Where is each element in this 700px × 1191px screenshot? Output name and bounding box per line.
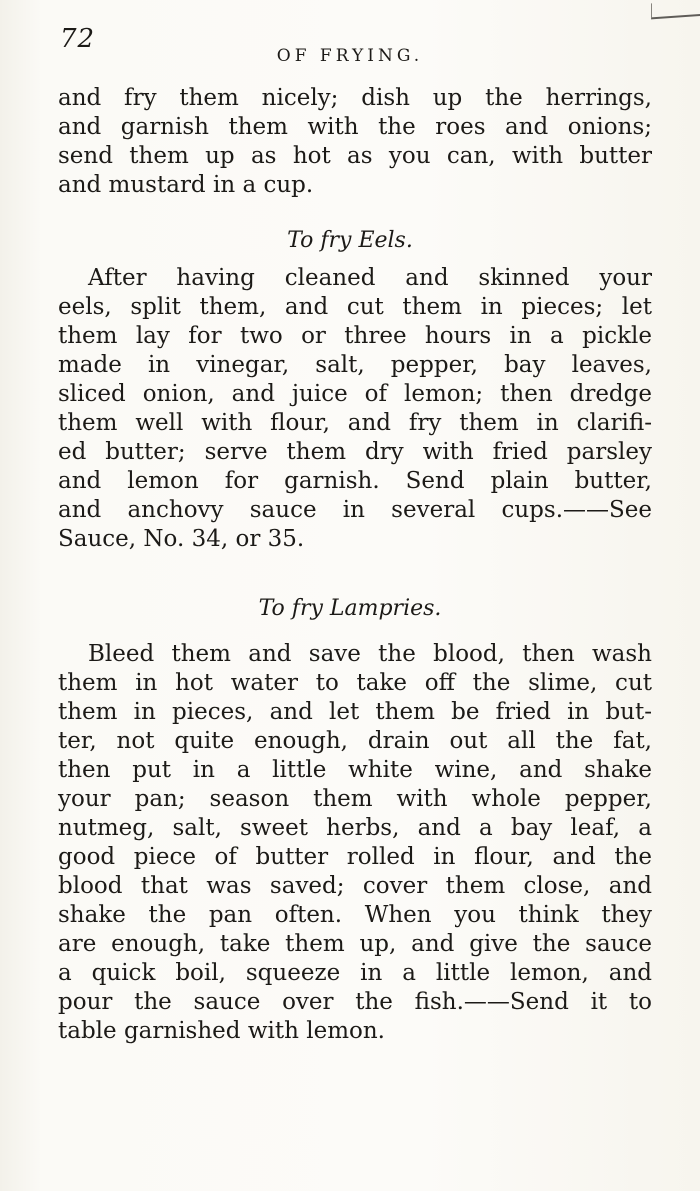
- intro-paragraph: [58, 84, 652, 200]
- intro-line: send them up as hot as you can, with butter: [58, 143, 652, 169]
- lampries-line: pour the sauce over the fish.——Send it to: [58, 989, 652, 1015]
- page-number: 72: [60, 24, 96, 54]
- eels-line: ed butter; serve them dry with fried parsley: [58, 439, 652, 465]
- lampries-heading: To fry Lampries.: [258, 596, 442, 621]
- eels-line: made in vinegar, salt, pepper, bay leaves,: [58, 352, 652, 378]
- lampries-line: ter, not quite enough, drain out all the fat,: [58, 728, 652, 754]
- lampries-line: a quick boil, squeeze in a little lemon, and: [58, 960, 652, 986]
- intro-line: and mustard in a cup.: [58, 172, 314, 198]
- intro-line: and fry them nicely; dish up the herrings,: [58, 85, 652, 111]
- lampries-line: them in hot water to take off the slime, cut: [58, 670, 652, 696]
- lampries-line: blood that was saved; cover them close, and: [58, 873, 652, 899]
- lampries-line: are enough, take them up, and give the sauce: [58, 931, 652, 957]
- eels-line: them lay for two or three hours in a pickle: [58, 323, 652, 349]
- lampries-paragraph: [58, 640, 652, 1046]
- eels-line: eels, split them, and cut them in pieces; let: [58, 294, 652, 320]
- eels-line: them well with flour, and fry them in clarifi-: [58, 410, 652, 436]
- lampries-line: Bleed them and save the blood, then wash: [88, 641, 652, 667]
- running-head: OF FRYING.: [276, 46, 424, 66]
- eels-line: sliced onion, and juice of lemon; then dredge: [58, 381, 652, 407]
- eels-paragraph: [58, 264, 652, 554]
- intro-line: and garnish them with the roes and onions;: [58, 114, 652, 140]
- lampries-line: good piece of butter rolled in flour, and the: [58, 844, 652, 870]
- lampries-line: table garnished with lemon.: [58, 1018, 385, 1044]
- eels-line: After having cleaned and skinned your: [88, 265, 652, 291]
- page-corner-mark: [651, 0, 700, 19]
- eels-line: Sauce, No. 34, or 35.: [58, 526, 305, 552]
- lampries-line: then put in a little white wine, and shake: [58, 757, 652, 783]
- eels-heading: To fry Eels.: [287, 228, 413, 253]
- lampries-line: nutmeg, salt, sweet herbs, and a bay leaf, a: [58, 815, 652, 841]
- lampries-line: them in pieces, and let them be fried in but-: [58, 699, 652, 725]
- lampries-line: your pan; season them with whole pepper,: [58, 786, 652, 812]
- eels-line: and anchovy sauce in several cups.——See: [58, 497, 652, 523]
- eels-line: and lemon for garnish. Send plain butter,: [58, 468, 652, 494]
- lampries-line: shake the pan often. When you think they: [58, 902, 652, 928]
